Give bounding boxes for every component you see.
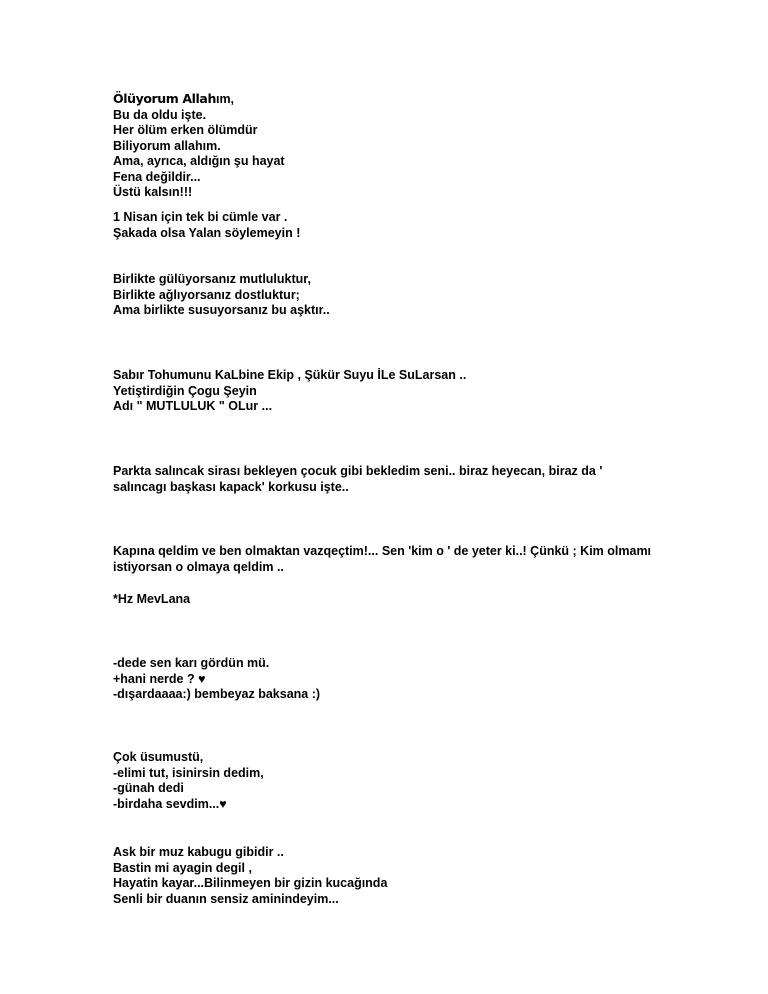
paragraph-block-6 [113,544,651,575]
poem-block-1 [113,91,285,201]
text-line: Şakada olsa Yalan söylemeyin ! [113,225,301,240]
text-line: Parkta salıncak sirası bekleyen çocuk gibi bekledim seni.. biraz heyecan, biraz da ' [113,464,603,478]
text-line: Biliyorum allahım. [113,138,221,153]
paragraph-block-9 [113,750,264,812]
text-line: Hayatin kayar...Bilinmeyen bir gizin kucağında [113,876,388,890]
text-line: Ama, ayrıca, aldığın şu hayat [113,154,285,168]
paragraph-block-3 [113,272,330,319]
poem-title-rest: ım, [215,92,235,106]
text-line: Birlikte gülüyorsanız mutluluktur, [113,272,311,286]
text-line: istiyorsan o olmaya qeldim .. [113,559,284,574]
text-line: -günah dedi [113,781,184,795]
text-line: Ask bir muz kabugu gibidir .. [113,845,284,859]
poem-title-line [113,91,285,108]
text-line: Her ölüm erken ölümdür [113,123,258,137]
text-line: -birdaha sevdim...♥ [113,796,227,811]
text-line: +hani nerde ? ♥ [113,671,206,686]
text-line: Senli bir duanın sensiz aminindeyim... [113,891,339,906]
text-line: Üstü kalsın!!! [113,185,193,199]
text-line: Çok üsumustü, [113,750,204,764]
text-line: *Hz MevLana [113,592,191,606]
paragraph-block-8 [113,656,320,703]
text-line: salıncagı başkası kapack' korkusu işte.. [113,479,349,494]
text-line: 1 Nisan için tek bi cümle var . [113,210,288,224]
text-line: Ama birlikte susuyorsanız bu aşktır.. [113,303,330,317]
text-line: Bastin mi ayagin degil , [113,860,252,875]
text-line: Adı " MUTLULUK " OLur ... [113,399,273,413]
paragraph-block-7 [113,592,190,608]
paragraph-block-4 [113,368,466,415]
text-line: Birlikte ağlıyorsanız dostluktur; [113,287,300,302]
paragraph-block-10 [113,845,387,907]
text-line: Bu da oldu işte. [113,107,207,122]
text-line: -elimi tut, isinirsin dedim, [113,765,264,780]
text-line: Kapına qeldim ve ben olmaktan vazqeçtim!... Sen 'kim o ' de yeter ki..! Çünkü ; Kim olmamı [113,544,652,558]
paragraph-block-5 [113,464,602,495]
paragraph-block-2 [113,210,300,241]
text-line: -dışardaaaa:) bembeyaz baksana :) [113,687,321,701]
text-line: Sabır Tohumunu KaLbine Ekip , Şükür Suyu İLe SuLarsan .. [113,368,467,382]
text-line: Fena değildir... [113,169,201,184]
poem-title-heavy: Ölüyorum Allah [113,91,216,106]
text-line: Yetiştirdiğin Çogu Şeyin [113,383,257,398]
text-line: -dede sen karı gördün mü. [113,656,270,670]
